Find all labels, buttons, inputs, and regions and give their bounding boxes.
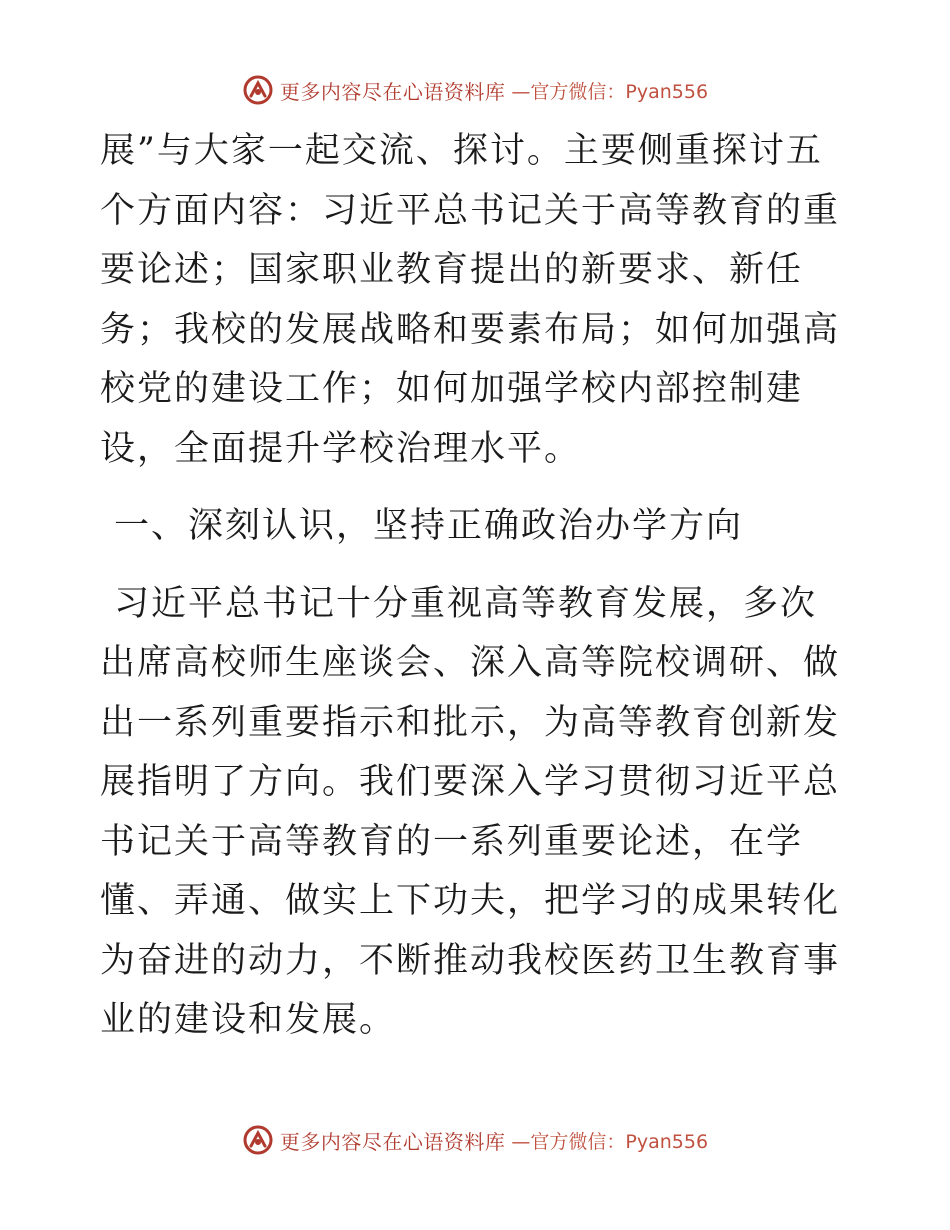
logo-icon [242, 1124, 274, 1156]
footer-banner-text: 更多内容尽在心语资料库 [279, 1129, 506, 1154]
header-watermark-banner [0, 70, 950, 110]
header-banner-contact: —官方微信：Pyan556 [511, 80, 709, 103]
intro-paragraph: 展”与大家一起交流、探讨。主要侧重探讨五个方面内容：习近平总书记关于高等教育的重要论述；国家职业教育提出的新要求、新任务；我校的发展战略和要素布局；如何加强高校党的建设工作；如何加强学校内部控制建设，全面提升学校治理水平。 [100, 131, 841, 469]
section-paragraph: 习近平总书记十分重视高等教育发展，多次出席高校师生座谈会、深入高等院校调研、做出一系列重要指示和批示，为高等教育创新发展指明了方向。我们要深入学习贯彻习近平总书记关于高等教育的一系列重要论述，在学懂、弄通、做实上下功夫，把学习的成果转化为奋进的动力，不断推动我校医药卫生教育事业的建设和发展。 [100, 583, 841, 1040]
footer-banner-contact: —官方微信：Pyan556 [511, 1130, 709, 1153]
footer-watermark-banner [0, 1120, 950, 1160]
header-banner-text: 更多内容尽在心语资料库 [279, 79, 506, 104]
logo-icon [242, 74, 274, 106]
document-body [100, 122, 850, 1051]
section-heading: 一、深刻认识，坚持正确政治办学方向 [114, 506, 744, 546]
